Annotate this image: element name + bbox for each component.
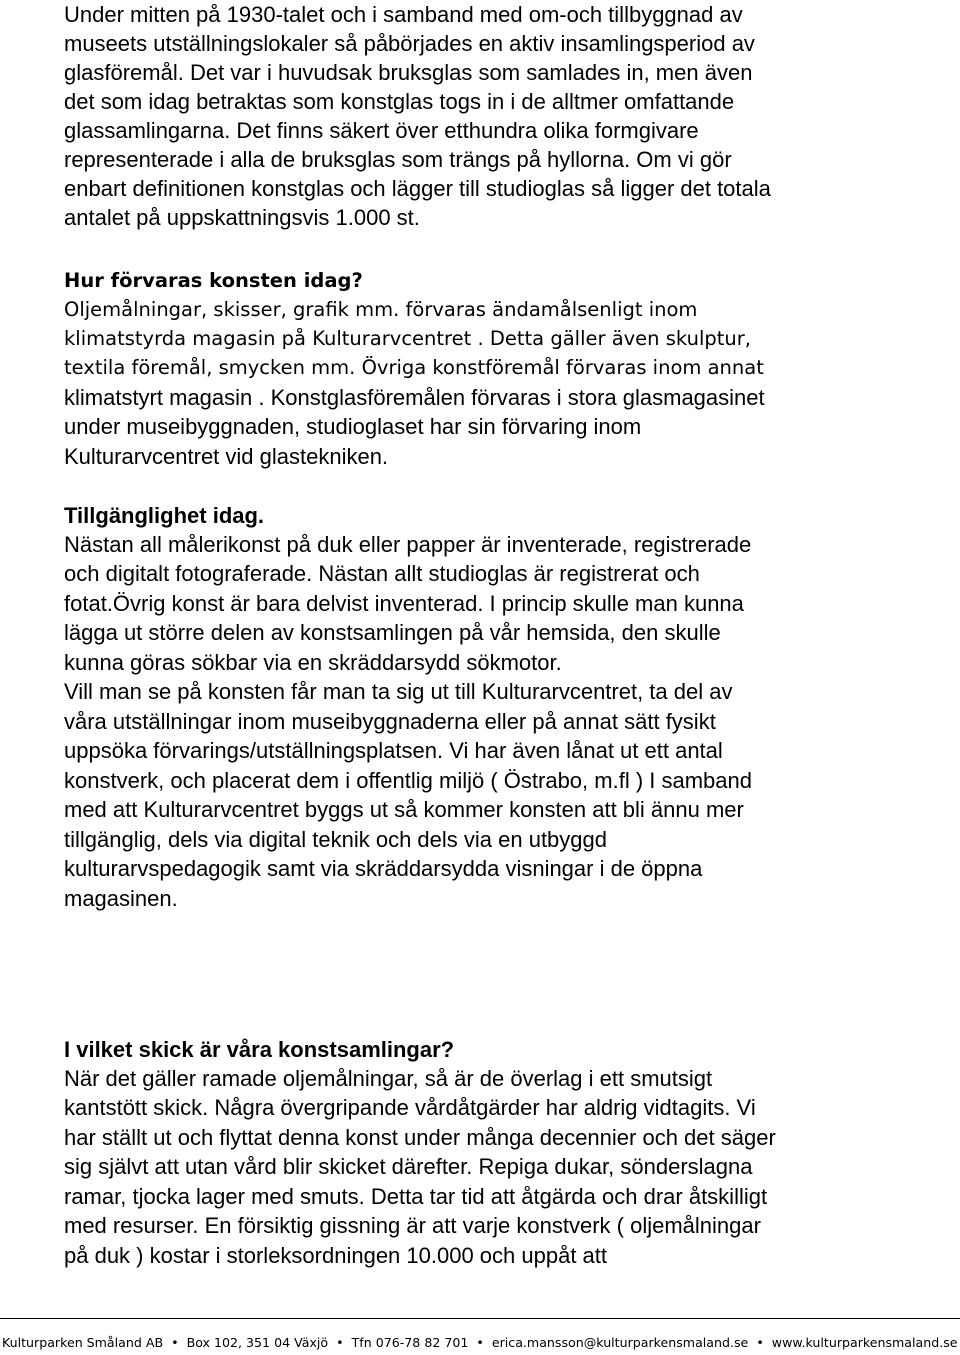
paragraph-line: med resurser. En försiktig gissning är att varje konstverk ( oljemålningar bbox=[64, 1213, 761, 1238]
paragraph-line: glassamlingarna. Det finns säkert över etthundra olika formgivare bbox=[64, 118, 699, 143]
paragraph-line: ramar, tjocka lager med smuts. Detta tar tid att åtgärda och drar åtskilligt bbox=[64, 1184, 768, 1209]
paragraph-line: lägga ut större delen av konstsamlingen på vår hemsida, den skulle bbox=[64, 620, 721, 645]
paragraph-line: Kulturarvcentret vid glastekniken. bbox=[64, 444, 389, 469]
section-heading: Hur förvaras konsten idag? bbox=[64, 269, 363, 292]
paragraph-line: klimatstyrda magasin på Kulturarvcentret . Detta gäller även skulptur, bbox=[64, 327, 751, 350]
paragraph-line: magasinen. bbox=[64, 886, 178, 911]
paragraph-line: museets utställningslokaler så påbörjades en aktiv insamlingsperiod av bbox=[64, 31, 755, 56]
paragraph-line: tillgänglig, dels via digital teknik och dels via en utbyggd bbox=[64, 827, 607, 852]
section-heading: Tillgänglighet idag. bbox=[64, 503, 265, 528]
paragraph-line: kulturarvspedagogik samt via skräddarsydda visningar i de öppna bbox=[64, 856, 703, 881]
paragraph-line: Vill man se på konsten får man ta sig ut till Kulturarvcentret, ta del av bbox=[64, 679, 733, 704]
paragraph-line: textila föremål, smycken mm. Övriga konstföremål förvaras inom annat bbox=[64, 356, 764, 379]
paragraph-line: kunna göras sökbar via en skräddarsydd sökmotor. bbox=[64, 650, 562, 675]
paragraph-line: med att Kulturarvcentret byggs ut så kommer konsten att bli ännu mer bbox=[64, 797, 744, 822]
footer-separator: • bbox=[171, 1335, 179, 1350]
paragraph-line: Oljemålningar, skisser, grafik mm. förvaras ändamålsenligt inom bbox=[64, 298, 698, 321]
paragraph-line: Under mitten på 1930-talet och i samband med om-och tillbyggnad av bbox=[64, 2, 743, 27]
paragraph-line: under museibyggnaden, studioglaset har sin förvaring inom bbox=[64, 414, 642, 439]
paragraph-line: klimatstyrt magasin . Konstglasföremålen förvaras i stora glasmagasinet bbox=[64, 385, 765, 410]
paragraph-line: konstverk, och placerat dem i offentlig miljö ( Östrabo, m.fl ) I samband bbox=[64, 768, 752, 793]
footer-phone: Tfn 076-78 82 701 bbox=[351, 1335, 469, 1350]
footer-separator: • bbox=[476, 1335, 484, 1350]
paragraph-line: sig självt att utan vård blir skicket därefter. Repiga dukar, sönderslagna bbox=[64, 1154, 753, 1179]
footer-divider bbox=[0, 1318, 960, 1319]
paragraph-line: representerade i alla de bruksglas som trängs på hyllorna. Om vi gör bbox=[64, 147, 732, 172]
paragraph-line: har ställt ut och flyttat denna konst under många decennier och det säger bbox=[64, 1125, 776, 1150]
paragraph-line: på duk ) kostar i storleksordningen 10.000 och uppåt att bbox=[64, 1243, 608, 1268]
paragraph-line: uppsöka förvarings/utställningsplatsen. Vi har även lånat ut ett antal bbox=[64, 738, 723, 763]
paragraph-line: Nästan all målerikonst på duk eller papper är inventerade, registrerade bbox=[64, 532, 752, 557]
section-heading: I vilket skick är våra konstsamlingar? bbox=[64, 1037, 455, 1062]
paragraph-line: enbart definitionen konstglas och lägger till studioglas så ligger det totala bbox=[64, 176, 771, 201]
footer-address: Box 102, 351 04 Växjö bbox=[186, 1335, 329, 1350]
paragraph-line: När det gäller ramade oljemålningar, så är de överlag i ett smutsigt bbox=[64, 1066, 713, 1091]
paragraph-line: fotat.Övrig konst är bara delvist inventerad. I princip skulle man kunna bbox=[64, 591, 744, 616]
paragraph-line: våra utställningar inom museibyggnaderna eller på annat sätt fysikt bbox=[64, 709, 716, 734]
paragraph-line: det som idag betraktas som konstglas togs in i de alltmer omfattande bbox=[64, 89, 735, 114]
footer-email[interactable]: erica.mansson@kulturparkensmaland.se bbox=[491, 1335, 749, 1350]
paragraph-line: antalet på uppskattningsvis 1.000 st. bbox=[64, 205, 420, 230]
footer-separator: • bbox=[756, 1335, 764, 1350]
footer-company: Kulturparken Småland AB bbox=[2, 1335, 164, 1350]
paragraph-line: glasföremål. Det var i huvudsak bruksglas som samlades in, men även bbox=[64, 60, 753, 85]
page-footer bbox=[2, 1335, 958, 1351]
footer-website[interactable]: www.kulturparkensmaland.se bbox=[771, 1335, 958, 1350]
footer-separator: • bbox=[336, 1335, 344, 1350]
paragraph-line: kantstött skick. Några övergripande vårdåtgärder har aldrig vidtagits. Vi bbox=[64, 1095, 756, 1120]
paragraph-line: och digitalt fotograferade. Nästan allt studioglas är registrerat och bbox=[64, 561, 700, 586]
